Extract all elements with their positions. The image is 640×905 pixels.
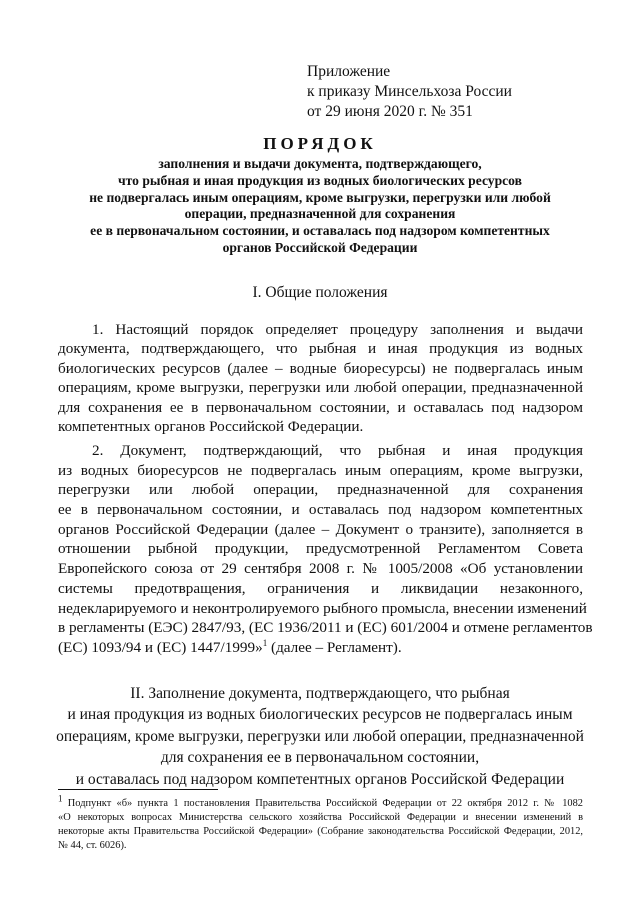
section-2-heading (40, 683, 600, 790)
paragraph-last-line (58, 638, 583, 658)
section-1-heading (40, 284, 600, 302)
footnote (58, 793, 583, 853)
paragraph-line: ее в первоначальном состоянии, и оставалась под надзором компетентных (58, 501, 583, 519)
paragraph-line: документа, подтверждающего, что рыбная и иная продукция из водных (58, 340, 583, 358)
section-heading-line: II. Заполнение документа, подтверждающего, что рыбная (130, 685, 510, 702)
appendix-date-line: от 29 июня 2020 г. № 351 (307, 103, 473, 120)
footnote-line (58, 793, 583, 811)
subtitle-line: органов Российской Федерации (222, 239, 418, 255)
section-heading-text: I. Общие положения (252, 284, 388, 301)
paragraph-line: 2. Документ, подтверждающий, что рыбная и иная продукция (92, 442, 583, 459)
paragraph-text: (ЕС) 1093/94 и (ЕС) 1447/1999» (58, 638, 263, 656)
footnote-line: «О некоторых вопросах Министерства сельского хозяйства Российской Федерации и внесении изменений в (58, 812, 583, 823)
footnote-reference[interactable]: 1 (262, 637, 268, 648)
paragraph-line: операциям, кроме выгрузки, перегрузки или любой операции, предназначенной (58, 379, 583, 397)
paragraph-line: отношении рыбной продукции, предусмотренной Регламентом Совета (58, 540, 583, 558)
paragraph-line: компетентных органов Российской Федерации. (58, 417, 364, 435)
paragraph-line: Европейского союза от 29 сентября 2008 г. № 1005/2008 «Об установлении (58, 560, 583, 578)
subtitle-line: не подвергалась иным операциям, кроме выгрузки, перегрузки или любой (89, 189, 551, 205)
paragraph-2 (58, 441, 593, 658)
subtitle-line: операции, предназначенной для сохранения (184, 206, 456, 222)
paragraph-line: 1. Настоящий порядок определяет процедуру заполнения и выдачи (92, 321, 583, 338)
paragraph-line: недекларируемого и неконтролируемого рыбного промысла, внесении изменений (58, 599, 587, 617)
paragraph-line: из водных биоресурсов не подвергалась иным операциям, кроме выгрузки, (58, 461, 583, 479)
document-title: ПОРЯДОК (263, 134, 377, 153)
paragraph-1 (58, 320, 583, 436)
paragraph-line: биологических ресурсов (далее – водные биоресурсы) не подвергалась иным (58, 359, 583, 377)
footnote-line: некоторые акты Правительства Российской Федерации» (Собрание законодательства Российской Федерации, 2012, (58, 826, 583, 837)
subtitle-line: что рыбная и иная продукция из водных биологических ресурсов (118, 172, 522, 188)
footnote-mark: 1 (58, 793, 63, 804)
section-heading-line: и иная продукция из водных биологических ресурсов не подвергалась иным (67, 706, 573, 724)
document-subtitle (40, 156, 600, 257)
appendix-order-line: к приказу Минсельхоза России (307, 83, 512, 100)
footnote-line: № 44, ст. 6026). (58, 840, 127, 851)
paragraph-line: органов Российской Федерации (далее – Документ о транзите), заполняется в (58, 520, 583, 538)
paragraph-line: для сохранения ее в первоначальном состоянии, и оставалась под надзором (58, 398, 583, 416)
subtitle-line: заполнения и выдачи документа, подтверждающего, (158, 156, 482, 171)
footnote-divider (58, 789, 218, 790)
section-heading-line: и оставалась под надзором компетентных органов Российской Федерации (75, 770, 565, 788)
paragraph-line: в регламенты (ЕЭС) 2847/93, (ЕС 1936/2011 и (ЕС) 601/2004 и отмене регламентов (58, 619, 593, 637)
section-heading-line: операциям, кроме выгрузки, перегрузки или любой операции, предназначенной (56, 727, 584, 745)
footnote-text: Подпункт «б» пункта 1 постановления Правительства Российской Федерации от 22 октября 2012 г. № 1082 (62, 798, 583, 809)
appendix-line: Приложение (307, 63, 391, 80)
paragraph-line: системы предотвращения, ограничения и ликвидации незаконного, (58, 579, 583, 597)
appendix-header (307, 62, 512, 122)
subtitle-line: ее в первоначальном состоянии, и оставалась под надзором компетентных (90, 223, 550, 239)
paragraph-line: перегрузки или любой операции, предназначенной для сохранения (58, 481, 583, 499)
paragraph-text: (далее – Регламент). (267, 638, 402, 656)
section-heading-line: для сохранения ее в первоначальном состоянии, (160, 749, 480, 767)
